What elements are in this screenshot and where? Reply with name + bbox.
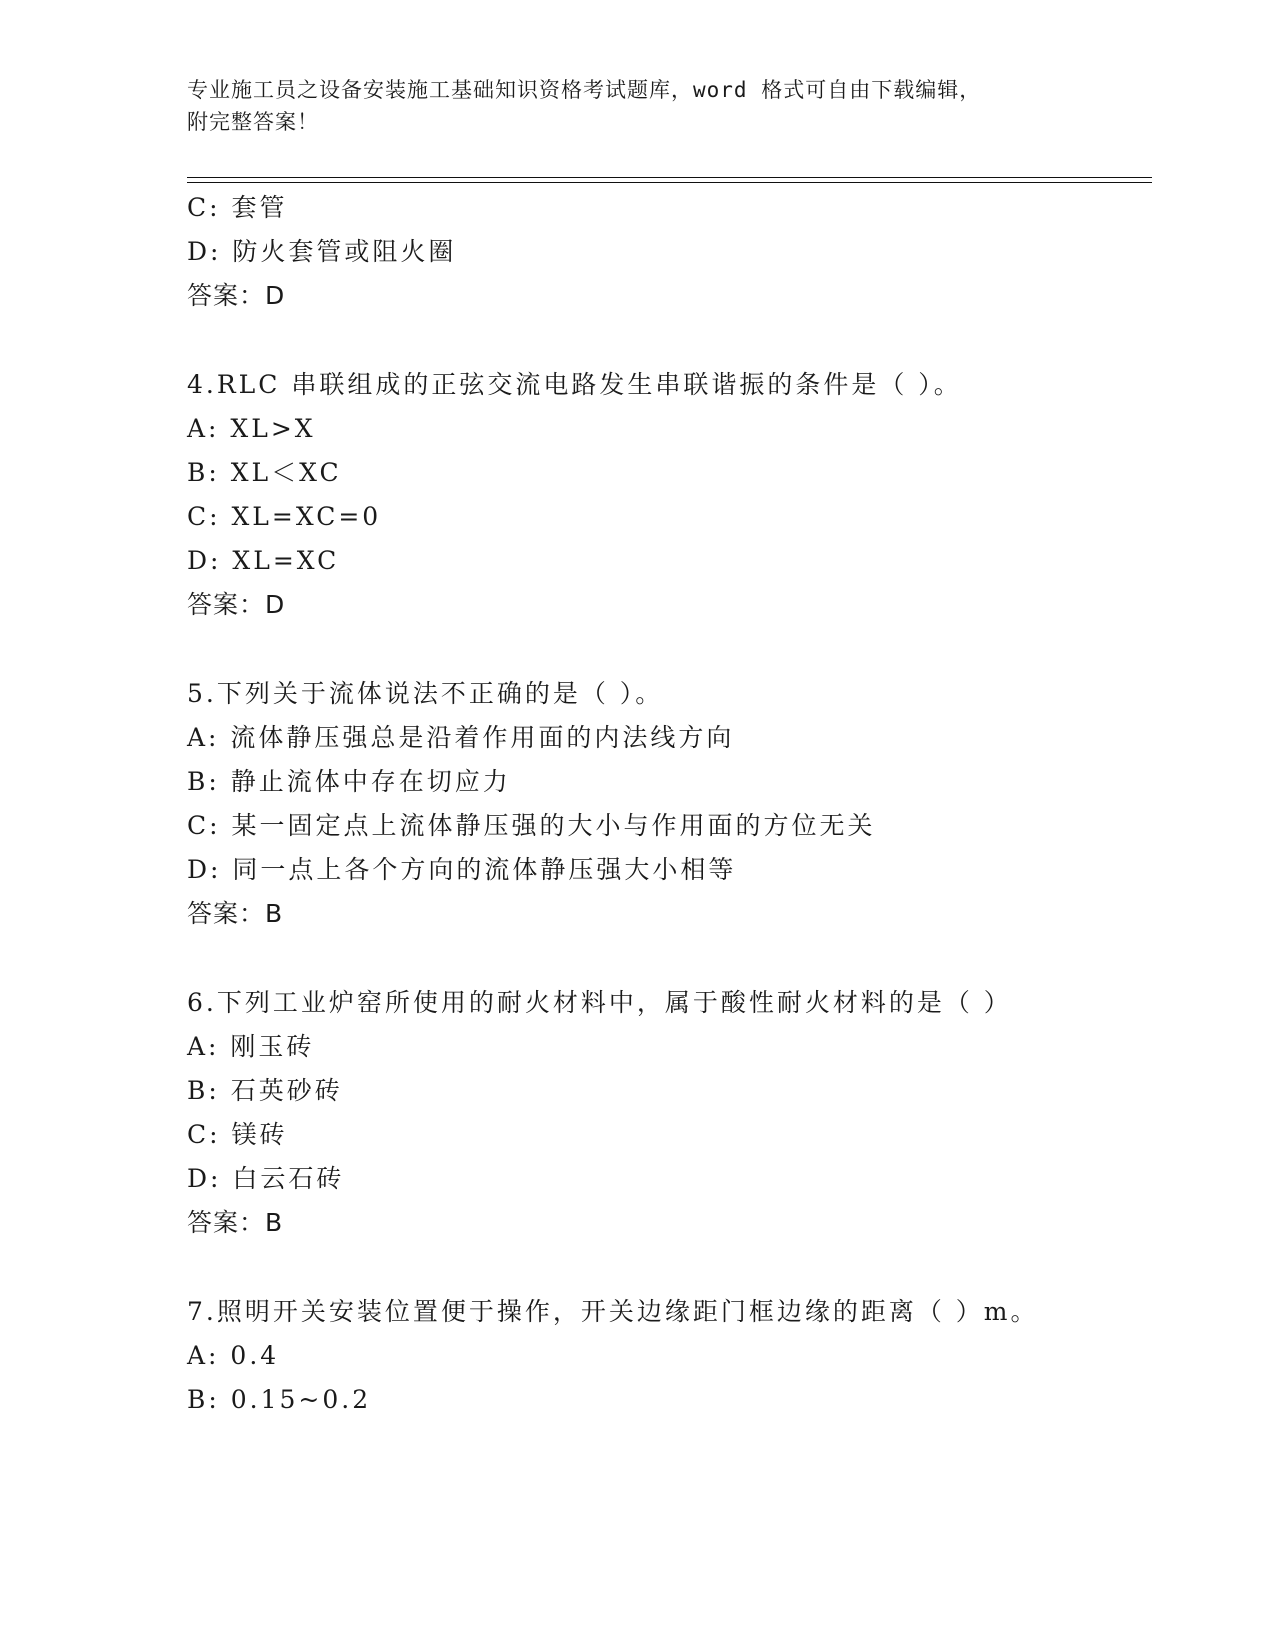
answer-line: 答案：D: [187, 590, 286, 619]
option-line: A: 0.4: [187, 1341, 280, 1370]
option-line: A: 刚玉砖: [187, 1032, 315, 1061]
question-line: 7.照明开关安装位置便于操作，开关边缘距门框边缘的距离（ ）m。: [187, 1297, 1039, 1326]
option-line: B: 0.15~0.2: [187, 1385, 372, 1414]
option-line: A: 流体静压强总是沿着作用面的内法线方向: [187, 723, 735, 752]
option-line: B: 石英砂砖: [187, 1076, 343, 1105]
question-line: 6.下列工业炉窑所使用的耐火材料中，属于酸性耐火材料的是（ ）: [187, 988, 1012, 1017]
option-line: B: XL＜XC: [187, 458, 342, 487]
answer-line: 答案：D: [187, 281, 286, 310]
option-line: A: XL>X: [187, 414, 316, 443]
option-line: D: 防火套管或阻火圈: [187, 237, 457, 266]
header-line-2: 附完整答案！: [187, 110, 319, 134]
option-line: C: 某一固定点上流体静压强的大小与作用面的方位无关: [187, 811, 876, 840]
document-header: [187, 74, 1087, 138]
option-line: D: 同一点上各个方向的流体静压强大小相等: [187, 855, 737, 884]
header-divider-top: [187, 177, 1152, 178]
option-line: B: 静止流体中存在切应力: [187, 767, 511, 796]
answer-line: 答案：B: [187, 1208, 284, 1237]
question-line: 5.下列关于流体说法不正确的是（ ）。: [187, 679, 664, 708]
header-divider-bottom: [187, 182, 1152, 183]
question-line: 4.RLC 串联组成的正弦交流电路发生串联谐振的条件是（ ）。: [187, 370, 962, 399]
answer-line: 答案：B: [187, 899, 284, 928]
option-line: D: XL=XC: [187, 546, 340, 575]
option-line: C: 镁砖: [187, 1120, 288, 1149]
option-line: C: XL=XC=0: [187, 502, 382, 531]
option-line: D: 白云石砖: [187, 1164, 345, 1193]
option-line: C: 套管: [187, 193, 288, 222]
header-line-1: 专业施工员之设备安装施工基础知识资格考试题库，word 格式可自由下载编辑，: [187, 78, 982, 102]
